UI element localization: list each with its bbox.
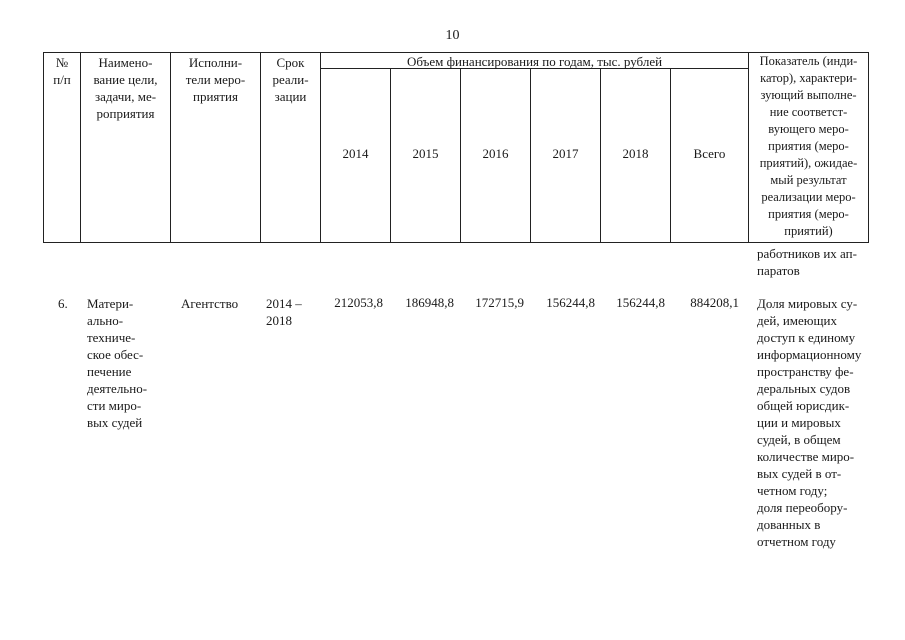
header-col-name: Наимено- вание цели, задачи, ме- роприятия [93,55,158,121]
continuation-text: работников их ап- паратов [757,246,857,278]
row-executor: Агентство [181,296,239,311]
page-number: 10 [445,28,460,43]
row-indicator: Доля мировых су- дей, имеющих доступ к единому информационному пространству фе- деральных судов общей юрисдик- ции и мировых судей, в общем количестве миро- вых судей в от- четном году; доля переобору- дованных в отчетном году [757,296,862,549]
header-year-2014: 2014 [342,146,369,161]
row-value-2016: 172715,9 [475,295,524,310]
header-col-number: № п/п [53,55,71,87]
row-term: 2014 – 2018 [266,296,302,328]
header-col-indicator: Показатель (инди- катор), характери- зующий выполне- ние соответст- вующего меро- приятия (меро- приятий), ожидае- мый результат реализации меро- приятия (меро- приятий) [759,54,858,238]
row-name: Матери- ально- техниче- ское обес- печение деятельно- сти миро- вых судей [87,296,148,430]
row-value-total: 884208,1 [690,295,739,310]
header-year-2015: 2015 [412,146,439,161]
row-number: 6. [58,296,68,311]
header-year-2016: 2016 [482,146,509,161]
row-value-2017: 156244,8 [546,295,595,310]
header-year-2018: 2018 [622,146,649,161]
header-year-2017: 2017 [552,146,579,161]
header-col-funding: Объем финансирования по годам, тыс. рублей [406,54,663,69]
row-value-2014: 212053,8 [334,295,383,310]
header-col-executors: Исполни- тели меро- приятия [185,55,246,104]
row-value-2018: 156244,8 [616,295,665,310]
header-col-term: Срок реали- зации [272,55,309,104]
header-year-total: Всего [693,146,726,161]
row-value-2015: 186948,8 [405,295,454,310]
